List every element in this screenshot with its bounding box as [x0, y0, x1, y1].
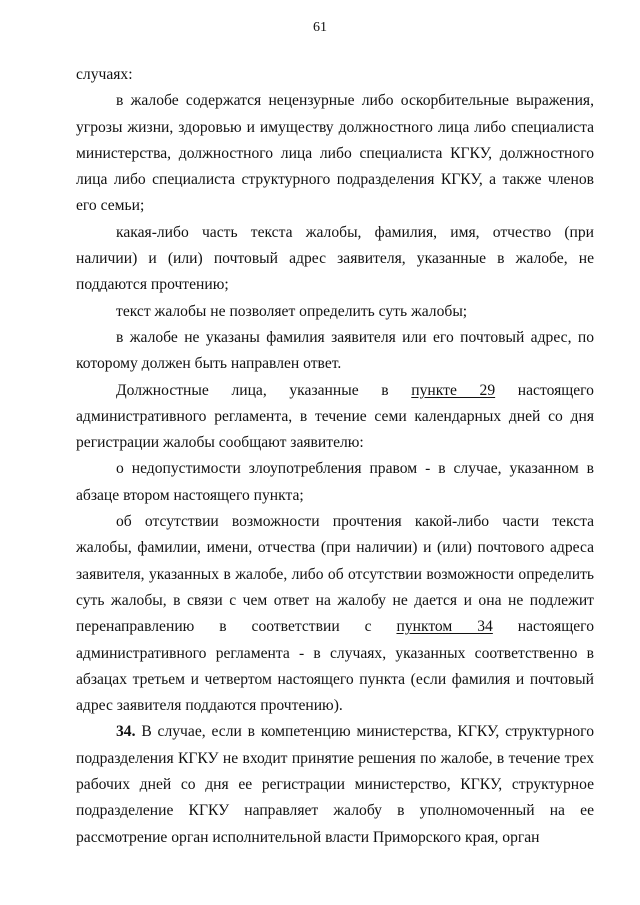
paragraph-item-34	[76, 719, 594, 850]
paragraph-unreadable	[76, 220, 594, 299]
paragraph-text-before: об отсутствии возможности прочтения какой-либо части текста жалобы, фамилии, имени, отчества (при наличии) и (или) почтового адреса заявителя, указанных в жалобе, либо об отсутствии возможности определить суть жалобы, в связи с чем ответ на жалобу не дается и она не подлежит перенаправлению в соответствии с	[76, 513, 594, 636]
paragraph-no-reading	[76, 509, 594, 719]
item-number: 34.	[116, 723, 136, 741]
paragraph-text-before: Должностные лица, указанные в	[116, 381, 412, 399]
paragraph-officials	[76, 378, 594, 457]
paragraph-abuse	[76, 456, 594, 509]
paragraph-text: случаях:	[76, 66, 133, 83]
paragraph-text-after: настоящего административного регламента, в течение семи календарных дней со дня регистрации жалобы сообщают заявителю:	[76, 381, 594, 452]
paragraph-essence	[76, 299, 594, 325]
document-body	[76, 62, 594, 851]
paragraph-obscene	[76, 88, 594, 219]
paragraph-text-after: настоящего административного регламента - в случаях, указанных соответственно в абзацах третьем и четвертом настоящего пункта (если фамилия и почтовый адрес заявителя поддаются прочтению).	[76, 618, 594, 715]
link-point-34[interactable]: пунктом 34	[396, 618, 493, 636]
paragraph-no-name	[76, 325, 594, 378]
link-point-29[interactable]: пункте 29	[411, 381, 496, 399]
paragraph-text: В случае, если в компетенцию министерства, КГКУ, структурного подразделения КГКУ не входит принятие решения по жалобе, в течение трех рабочих дней со дня ее регистрации министерство, КГКУ, структурное подразделение КГКУ направляет жалобу в уполномоченный на ее рассмотрение орган исполнительной власти Приморского края, орган	[76, 723, 594, 846]
paragraph-cases	[76, 62, 594, 88]
paragraph-text: в жалобе содержатся нецензурные либо оскорбительные выражения, угрозы жизни, здоровью и имуществу должностного лица либо специалиста министерства, должностного лица либо специалиста КГКУ, должностного лица либо специалиста структурного подразделения КГКУ, а также членов его семьи;	[76, 92, 594, 215]
paragraph-text: о недопустимости злоупотребления правом - в случае, указанном в абзаце втором настоящего пункта;	[76, 460, 594, 504]
paragraph-text: какая-либо часть текста жалобы, фамилия, имя, отчество (при наличии) и (или) почтовый адрес заявителя, указанные в жалобе, не поддаются прочтению;	[76, 223, 594, 294]
paragraph-text: текст жалобы не позволяет определить суть жалобы;	[116, 302, 468, 320]
paragraph-text: в жалобе не указаны фамилия заявителя или его почтовый адрес, по которому должен быть направлен ответ.	[76, 328, 594, 373]
page-number: 61	[313, 20, 327, 35]
